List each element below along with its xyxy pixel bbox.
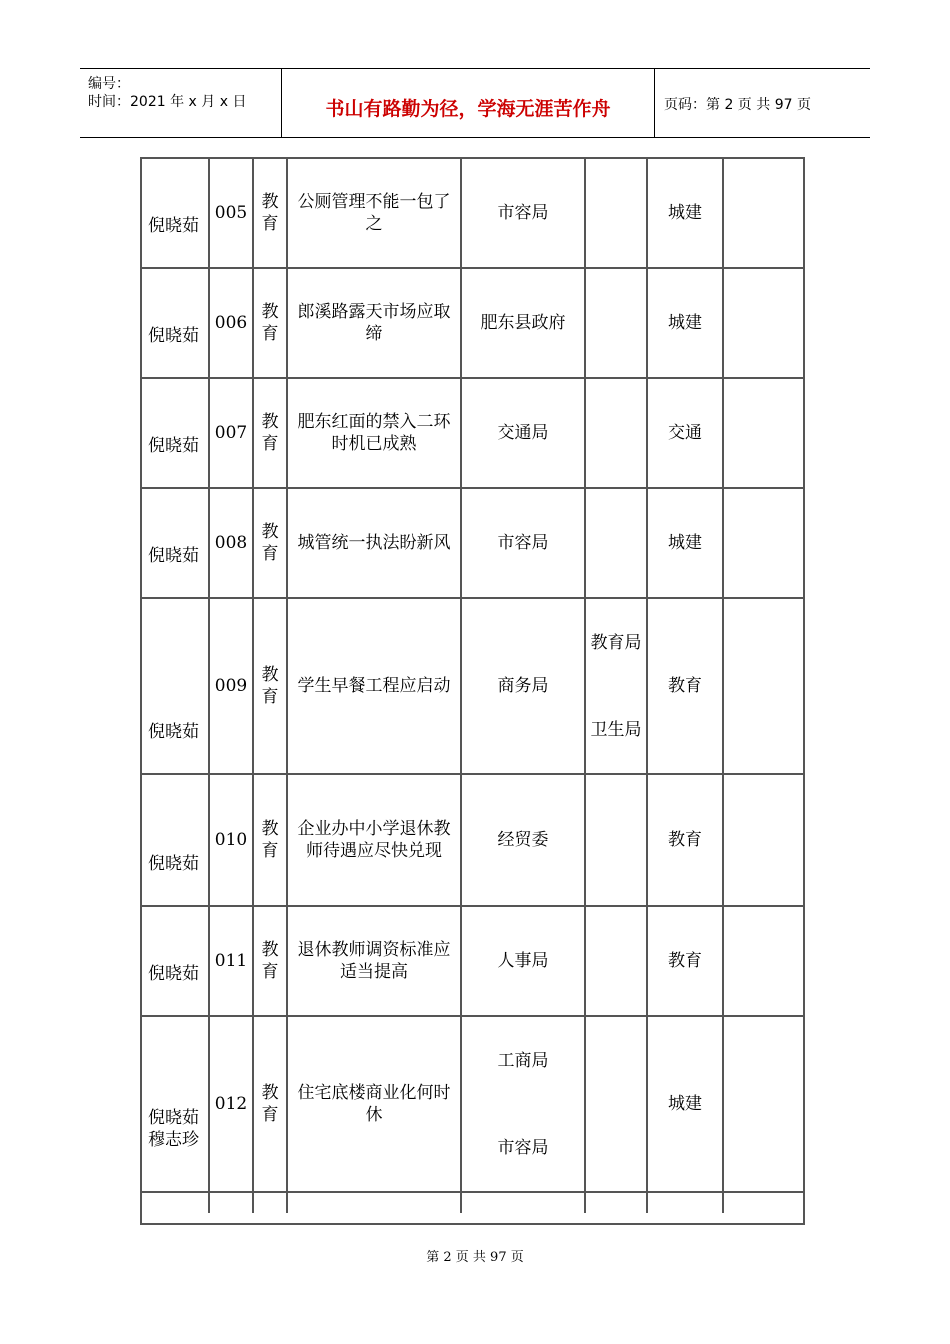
proposer-cell bbox=[142, 489, 210, 597]
number-cell bbox=[210, 599, 254, 773]
field: 城建 bbox=[668, 1094, 702, 1114]
proposal-title: 学生早餐工程应启动 bbox=[297, 676, 451, 696]
co-dept-cell bbox=[586, 269, 648, 377]
field-cell bbox=[648, 907, 724, 1015]
dept-cell bbox=[462, 159, 586, 267]
category-cell bbox=[254, 1017, 288, 1191]
title-cell bbox=[288, 489, 462, 597]
co-dept-cell bbox=[586, 1017, 648, 1191]
dept-cell bbox=[462, 1017, 586, 1191]
category: 教育 bbox=[261, 192, 279, 234]
note-cell bbox=[724, 775, 803, 905]
co-department: 教育局 bbox=[590, 632, 642, 653]
dept-cell bbox=[462, 907, 586, 1015]
co-dept-cell bbox=[586, 775, 648, 905]
table-row bbox=[142, 269, 803, 379]
page-footer: 第 2 页 共 97 页 bbox=[426, 1250, 524, 1265]
note-cell bbox=[724, 1193, 803, 1213]
number-cell bbox=[210, 159, 254, 267]
proposer-names bbox=[148, 435, 199, 457]
field-cell bbox=[648, 599, 724, 773]
proposer-cell bbox=[142, 775, 210, 905]
co-department: 卫生局 bbox=[590, 719, 642, 740]
title-cell bbox=[288, 775, 462, 905]
proposal-number: 012 bbox=[214, 1094, 248, 1114]
dept-cell bbox=[462, 1193, 586, 1213]
proposer-name: 倪晓茹 bbox=[148, 854, 199, 874]
department: 商务局 bbox=[497, 676, 549, 696]
table-row bbox=[142, 1017, 803, 1193]
dept-cell bbox=[462, 599, 586, 773]
proposal-title: 郎溪路露天市场应取缔 bbox=[297, 302, 451, 344]
field-cell bbox=[648, 1193, 724, 1213]
proposer-cell bbox=[142, 379, 210, 487]
co-dept-cell bbox=[586, 379, 648, 487]
co-dept-cell bbox=[586, 599, 648, 773]
category: 教育 bbox=[261, 302, 279, 344]
field: 教育 bbox=[668, 830, 702, 850]
proposer-cell bbox=[142, 159, 210, 267]
proposer-name: 倪晓茹 bbox=[148, 722, 199, 742]
header-motto-cell bbox=[281, 69, 655, 137]
field-cell bbox=[648, 489, 724, 597]
department: 市容局 bbox=[497, 533, 549, 553]
department: 人事局 bbox=[497, 951, 549, 971]
number-cell bbox=[210, 907, 254, 1015]
department: 经贸委 bbox=[497, 830, 549, 850]
proposer-name: 倪晓茹 bbox=[148, 216, 199, 236]
number-cell bbox=[210, 1193, 254, 1213]
dept-cell bbox=[462, 379, 586, 487]
number-label: 编号： bbox=[88, 76, 130, 92]
proposal-title: 公厕管理不能一包了之 bbox=[297, 192, 451, 234]
proposer-cell bbox=[142, 269, 210, 377]
time-label: 时间：2021 年 x 月 x 日 bbox=[88, 94, 247, 110]
field-cell bbox=[648, 159, 724, 267]
category: 教育 bbox=[261, 665, 279, 707]
table-row bbox=[142, 159, 803, 269]
co-dept-cell bbox=[586, 1193, 648, 1213]
department: 市容局 bbox=[497, 1137, 549, 1158]
field-cell bbox=[648, 775, 724, 905]
proposal-number: 010 bbox=[214, 830, 248, 850]
proposal-number: 006 bbox=[214, 313, 248, 333]
proposal-title: 城管统一执法盼新风 bbox=[297, 533, 451, 553]
note-cell bbox=[724, 269, 803, 377]
proposal-title: 肥东红面的禁入二环时机已成熟 bbox=[297, 412, 451, 454]
table-row-empty bbox=[142, 1193, 803, 1213]
dept-cell bbox=[462, 775, 586, 905]
field-cell bbox=[648, 269, 724, 377]
note-cell bbox=[724, 159, 803, 267]
proposal-title: 退休教师调资标准应适当提高 bbox=[297, 940, 451, 982]
note-cell bbox=[724, 379, 803, 487]
field-cell bbox=[648, 1017, 724, 1191]
page-header bbox=[80, 68, 870, 138]
category: 教育 bbox=[261, 819, 279, 861]
page-label: 页码：第 2 页 共 97 页 bbox=[664, 97, 811, 113]
table-row bbox=[142, 775, 803, 907]
proposal-number: 009 bbox=[214, 676, 248, 696]
category-cell bbox=[254, 1193, 288, 1213]
proposer-name: 倪晓茹 bbox=[148, 964, 199, 984]
proposal-number: 007 bbox=[214, 423, 248, 443]
proposal-number: 005 bbox=[214, 203, 248, 223]
note-cell bbox=[724, 599, 803, 773]
note-cell bbox=[724, 907, 803, 1015]
proposer-cell bbox=[142, 599, 210, 773]
number-cell bbox=[210, 775, 254, 905]
category-cell bbox=[254, 599, 288, 773]
proposer-name: 倪晓茹 bbox=[148, 546, 199, 566]
table-row bbox=[142, 907, 803, 1017]
number-cell bbox=[210, 269, 254, 377]
proposer-cell bbox=[142, 1017, 210, 1191]
dept-cell bbox=[462, 269, 586, 377]
department: 肥东县政府 bbox=[480, 313, 566, 333]
title-cell bbox=[288, 379, 462, 487]
field: 城建 bbox=[668, 203, 702, 223]
category-cell bbox=[254, 379, 288, 487]
proposer-names bbox=[148, 325, 199, 347]
proposer-name: 倪晓茹 bbox=[148, 1108, 199, 1128]
proposer-names bbox=[148, 853, 199, 875]
category: 教育 bbox=[261, 522, 279, 564]
motto: 书山有路勤为径，学海无涯苦作舟 bbox=[325, 98, 611, 120]
proposer-names bbox=[148, 721, 199, 743]
co-dept-cell bbox=[586, 907, 648, 1015]
header-page-cell bbox=[654, 69, 870, 137]
proposal-number: 011 bbox=[214, 951, 248, 971]
category-cell bbox=[254, 907, 288, 1015]
department: 交通局 bbox=[497, 423, 549, 443]
field: 教育 bbox=[668, 951, 702, 971]
proposer-name: 倪晓茹 bbox=[148, 436, 199, 456]
proposal-table bbox=[140, 157, 805, 1225]
table-row bbox=[142, 379, 803, 489]
co-dept-cell bbox=[586, 489, 648, 597]
note-cell bbox=[724, 1017, 803, 1191]
category-cell bbox=[254, 775, 288, 905]
number-cell bbox=[210, 489, 254, 597]
proposer-names bbox=[148, 963, 199, 985]
title-cell bbox=[288, 907, 462, 1015]
category: 教育 bbox=[261, 412, 279, 454]
category: 教育 bbox=[261, 940, 279, 982]
table-row bbox=[142, 489, 803, 599]
number-cell bbox=[210, 1017, 254, 1191]
title-cell bbox=[288, 599, 462, 773]
field: 交通 bbox=[668, 423, 702, 443]
proposer-name: 穆志珍 bbox=[148, 1130, 199, 1150]
field-cell bbox=[648, 379, 724, 487]
field: 城建 bbox=[668, 533, 702, 553]
title-cell bbox=[288, 1017, 462, 1191]
title-cell bbox=[288, 1193, 462, 1213]
field: 教育 bbox=[668, 676, 702, 696]
proposer-name: 倪晓茹 bbox=[148, 326, 199, 346]
dept-cell bbox=[462, 489, 586, 597]
proposer-names bbox=[148, 215, 199, 237]
title-cell bbox=[288, 159, 462, 267]
proposal-title: 企业办中小学退休教师待遇应尽快兑现 bbox=[297, 819, 451, 861]
department: 工商局 bbox=[497, 1050, 549, 1071]
category-cell bbox=[254, 159, 288, 267]
category: 教育 bbox=[261, 1083, 279, 1125]
proposal-number: 008 bbox=[214, 533, 248, 553]
proposer-cell bbox=[142, 907, 210, 1015]
proposer-names bbox=[148, 545, 199, 567]
co-dept-cell bbox=[586, 159, 648, 267]
proposal-title: 住宅底楼商业化何时休 bbox=[297, 1083, 451, 1125]
department: 市容局 bbox=[497, 203, 549, 223]
category-cell bbox=[254, 489, 288, 597]
title-cell bbox=[288, 269, 462, 377]
number-cell bbox=[210, 379, 254, 487]
proposer-cell bbox=[142, 1193, 210, 1213]
table-row bbox=[142, 599, 803, 775]
note-cell bbox=[724, 489, 803, 597]
header-meta bbox=[80, 69, 281, 137]
proposer-names bbox=[148, 1107, 199, 1151]
category-cell bbox=[254, 269, 288, 377]
field: 城建 bbox=[668, 313, 702, 333]
